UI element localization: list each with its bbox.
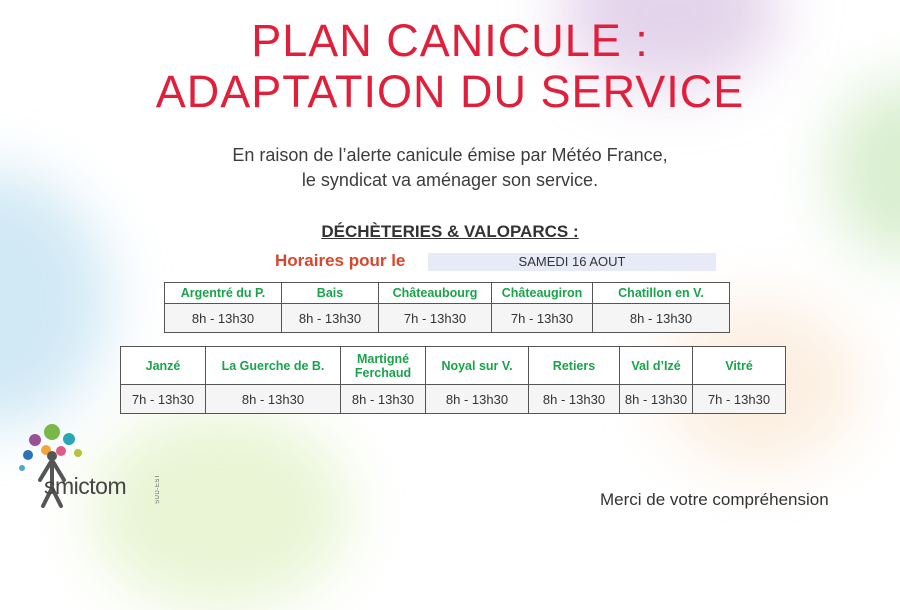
table-header-cell: Retiers — [529, 347, 620, 385]
table-cell: 8h - 13h30 — [282, 304, 379, 333]
logo-vertical-text: SUD-EST — [155, 474, 161, 504]
table-header-cell: Argentré du P. — [165, 283, 282, 304]
subtitle-line-2: le syndicat va aménager son service. — [301, 170, 599, 190]
title-line-2: ADAPTATION DU SERVICE — [155, 66, 745, 117]
table-header-row — [121, 347, 786, 385]
table-cell: 7h - 13h30 — [492, 304, 593, 333]
table-header-cell: Val d’Izé — [620, 347, 693, 385]
table-header-cell: Martigné Ferchaud — [341, 347, 426, 385]
table-header-cell: Janzé — [121, 347, 206, 385]
table-header-cell: Noyal sur V. — [426, 347, 529, 385]
table-header-cell: Châteaugiron — [492, 283, 593, 304]
date-field: SAMEDI 16 AOUT — [428, 253, 716, 271]
table-row — [165, 304, 730, 333]
table-header-cell: Chatillon en V. — [593, 283, 730, 304]
bg-blob-blue-left — [0, 170, 110, 430]
table-cell: 7h - 13h30 — [379, 304, 492, 333]
table-header-row — [165, 283, 730, 304]
subtitle-line-1: En raison de l’alerte canicule émise par Météo France, — [232, 145, 668, 165]
table-cell: 8h - 13h30 — [529, 385, 620, 414]
table-cell: 8h - 13h30 — [593, 304, 730, 333]
table-header-cell: Châteaubourg — [379, 283, 492, 304]
title-line-1: PLAN CANICULE : — [251, 15, 649, 66]
section-heading: DÉCHÈTERIES & VALOPARCS : — [321, 222, 579, 241]
table-header-cell: Vitré — [693, 347, 786, 385]
table-cell: 8h - 13h30 — [426, 385, 529, 414]
table-cell: 8h - 13h30 — [620, 385, 693, 414]
schedule-table-2 — [120, 346, 786, 414]
schedule-table-1 — [164, 282, 730, 333]
table-cell: 8h - 13h30 — [341, 385, 426, 414]
table-row — [121, 385, 786, 414]
horaires-label: Horaires pour le — [275, 251, 406, 270]
table-cell: 8h - 13h30 — [206, 385, 341, 414]
table-cell: 7h - 13h30 — [693, 385, 786, 414]
table-cell: 7h - 13h30 — [121, 385, 206, 414]
thanks-message: Merci de votre compréhension — [600, 490, 829, 509]
logo-text: smictom — [44, 473, 127, 499]
table-header-cell: Bais — [282, 283, 379, 304]
table-header-cell: La Guerche de B. — [206, 347, 341, 385]
table-cell: 8h - 13h30 — [165, 304, 282, 333]
